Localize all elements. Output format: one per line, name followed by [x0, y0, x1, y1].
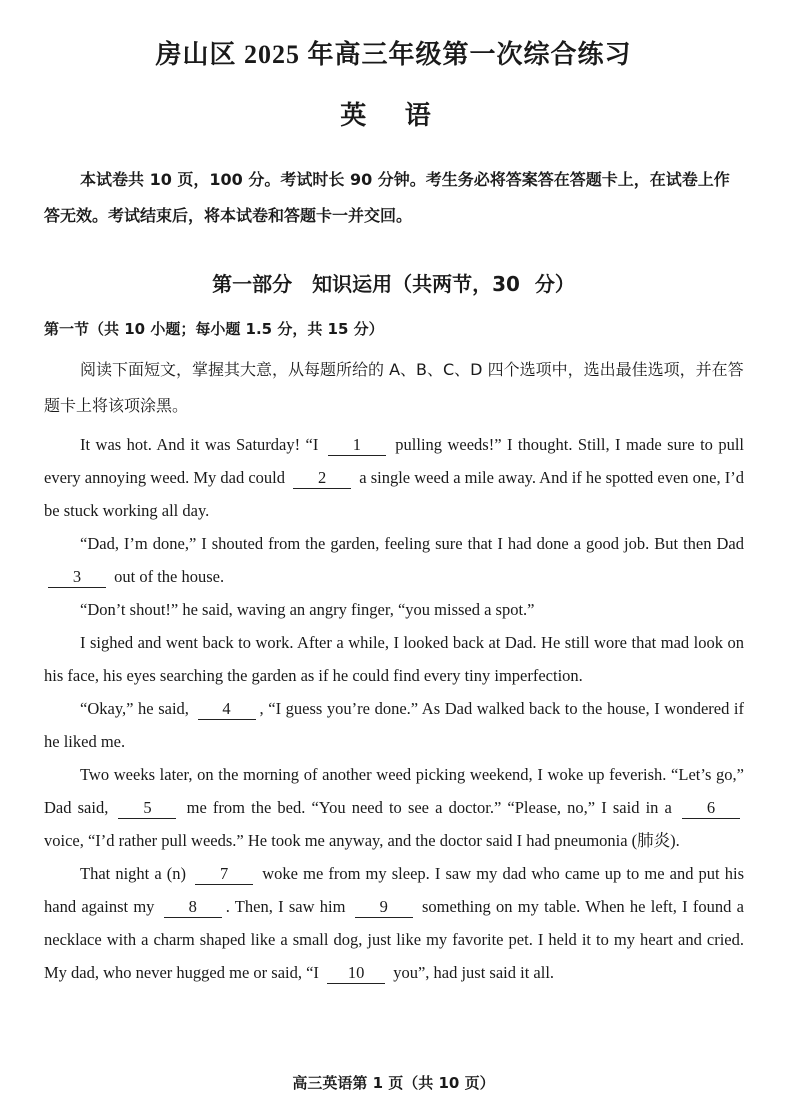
part-title: 第一部分 知识运用（共两节，30 分） — [212, 272, 575, 296]
blank-2: 2 — [293, 468, 351, 489]
subject-title: 英 语 — [340, 101, 447, 130]
blank-7: 7 — [195, 864, 253, 885]
blank-8: 8 — [164, 897, 222, 918]
paragraph-5 — [44, 692, 744, 758]
paragraph-3: “Don’t shout!” he said, waving an angry finger, “you missed a spot.” — [80, 600, 535, 619]
paragraph-6 — [44, 758, 744, 857]
text: That night a (n) — [80, 864, 187, 883]
text: . Then, I saw him — [225, 897, 346, 916]
blank-4: 4 — [198, 699, 256, 720]
text: It was hot. And it was Saturday! “I — [80, 435, 319, 454]
text: voice, “I’d rather pull weeds.” He took me anyway, and the doctor said I had pneumonia (肺炎). — [44, 831, 680, 850]
text: you”, had just said it all. — [393, 963, 555, 982]
text: pulling weeds!” I thought. Still, I made sure to pull every annoying weed. My dad could — [44, 435, 745, 487]
blank-3: 3 — [48, 567, 106, 588]
exam-notice: 本试卷共 10 页，100 分。考试时长 90 分钟。考生务必将答案答在答题卡上，在试卷上作答无效。考试结束后，将本试卷和答题卡一并交回。 — [44, 170, 730, 225]
blank-5: 5 — [118, 798, 176, 819]
section-title: 第一节（共 10 小题；每小题 1.5 分，共 15 分） — [44, 320, 384, 338]
paragraph-7 — [44, 857, 744, 989]
section-instructions: 阅读下面短文，掌握其大意，从每题所给的 A、B、C、D 四个选项中，选出最佳选项，并在答题卡上将该项涂黑。 — [44, 360, 744, 415]
exam-title: 房山区 2025 年高三年级第一次综合练习 — [155, 40, 632, 69]
paragraph-4: I sighed and went back to work. After a while, I looked back at Dad. He still wore that mad look on his face, his eyes searching the garden as if he could find every tiny imperfection. — [44, 633, 744, 685]
page-footer: 高三英语第 1 页（共 10 页） — [292, 1074, 495, 1092]
blank-1: 1 — [328, 435, 386, 456]
blank-10: 10 — [327, 963, 385, 984]
paragraph-2 — [44, 527, 744, 593]
blank-9: 9 — [355, 897, 413, 918]
blank-6: 6 — [682, 798, 740, 819]
text: “Dad, I’m done,” I shouted from the garden, feeling sure that I had done a good job. But then Dad — [80, 534, 744, 553]
text: out of the house. — [114, 567, 225, 586]
text: something on my table. When he left, I found a necklace with a charm shaped like a small dog, just like my favorite pet. I held it to my heart and cried. My dad, who never hugged me or said, “I — [44, 897, 744, 982]
text: me from the bed. “You need to see a doctor.” “Please, no,” I said in a — [186, 798, 672, 817]
text: , “I guess you’re done.” As Dad walked back to the house, I wondered if he liked me. — [44, 699, 745, 751]
paragraph-1 — [44, 428, 744, 527]
text: Two weeks later, on the morning of another weed picking weekend, I woke up feverish. “Let’s go,” Dad said, — [44, 765, 744, 817]
text: woke me from my sleep. I saw my dad who came up to me and put his hand against my — [44, 864, 745, 916]
text: a single weed a mile away. And if he spotted even one, I’d be stuck working all day. — [44, 468, 744, 520]
reading-passage — [44, 428, 744, 989]
text: “Okay,” he said, — [80, 699, 189, 718]
